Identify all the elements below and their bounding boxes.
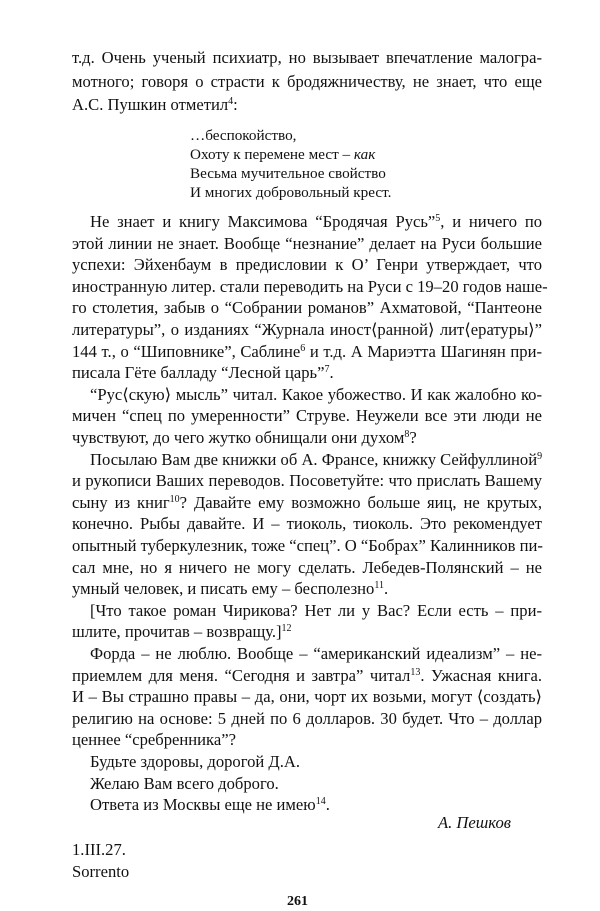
footnote-ref: 13 [410, 667, 421, 678]
poem-line: Охоту к перемене мест – как [190, 146, 376, 163]
text-line: опытный туберкулезник, тоже “спец”. О “Бобрах” Калинников пи- [72, 536, 543, 555]
footnote-ref: 4 [228, 96, 234, 107]
footnote-ref: 14 [315, 796, 326, 807]
footnote-ref: 10 [169, 494, 180, 505]
signature: А. Пешков [438, 813, 511, 832]
page-number: 261 [287, 894, 308, 909]
footnote-ref: 8 [404, 429, 410, 440]
footnote-ref: 5 [435, 213, 441, 224]
text-line: мотного; говоря о страсти к бродяжничеству, не знает, что еще [72, 72, 542, 91]
text-line: и рукописи Ваших переводов. Посоветуйте: что прислать Вашему [72, 471, 542, 490]
footnote-ref: 7 [324, 364, 330, 375]
footnote-ref: 6 [300, 343, 306, 354]
text-line: т.д. Очень ученый психиатр, но вызывает впечатление малогра- [72, 48, 542, 67]
text-line: иностранную литер. стали переводить на Руси с 19–20 годов наше- [72, 277, 548, 296]
text-line: литературы”, о изданиях “Журнала иност⟨ранной⟩ лит⟨ературы⟩” [72, 320, 542, 339]
text-line: Посылаю Вам две книжки об А. Франсе, книжку Сейфуллиной$^9$ [90, 450, 543, 469]
text-line: Не знает и книгу Максимова “Бродячая Русь”$^5$, и ничего по [90, 212, 542, 231]
text-line: писала Гёте балладу “Лесной царь”$^7$. [72, 363, 334, 382]
closing-line: Ответа из Москвы еще не имею$^{14}$. [90, 795, 330, 814]
text-line: этой линии не знает. Вообще “незнание” делает на Руси большие [72, 234, 542, 253]
text-line: умный человек, и писать ему – бесполезно$^{11}$. [72, 579, 389, 598]
footnote-ref: 9 [537, 451, 543, 462]
text-line: ценнее “сребренника”? [72, 730, 236, 749]
poem-line: …беспокойство, [190, 127, 297, 144]
closing-line: Будьте здоровы, дорогой Д.А. [90, 752, 301, 771]
text-line: шлите, прочитав – возвращу.]$^{12}$ [72, 622, 292, 641]
text-line: сал мне, но я ничего не могу сделать. Лебедев-Полянский – не [72, 558, 542, 577]
poem-line: И многих добровольный крест. [190, 184, 392, 201]
text-line: 144 т., о “Шиповнике”, Саблине$^6$ и т.д. А Мариэтта Шагинян при- [72, 342, 542, 361]
text-line: А.С. Пушкин отметил$^4$: [72, 95, 238, 114]
text-line: сыну из книг$^{10}$? Давайте ему возможно больше яиц, не крутых, [72, 493, 542, 512]
poem-line: Весьма мучительное свойство [190, 165, 386, 182]
footnote-ref: 11 [374, 580, 384, 591]
text-line: Форда – не люблю. Вообще – “американский идеализм” – не- [90, 644, 542, 663]
closing-line: Желаю Вам всего доброго. [90, 774, 279, 793]
text-line: “Рус⟨скую⟩ мысль” читал. Какое убожество. И как жалобно ко- [90, 385, 542, 404]
text-line: конечно. Рыбы давайте. И – тиоколь, тиоколь. Это рекомендует [72, 514, 542, 533]
letter-date: 1.III.27. [72, 840, 126, 859]
text-line: успехи: Эйхенбаум в предисловии к О’ Генри утверждает, что [72, 255, 542, 274]
text-line: приемлем для меня. “Сегодня и завтра” читал$^{13}$. Ужасная книга. [72, 666, 543, 685]
text-line: го столетия, забыв о “Собрании романов” Ахматовой, “Пантеоне [72, 298, 542, 317]
text-line: мичен “спец по умеренности” Струве. Неужели все эти люди не [72, 406, 542, 425]
text-line: чувствуют, до чего жутко обнищали они духом$^8$? [72, 428, 417, 447]
letter-place: Sorrento [72, 862, 130, 881]
text-line: И – Вы страшно правы – да, они, чорт их возьми, могут ⟨создать⟩ [72, 687, 542, 706]
footnote-ref: 12 [281, 623, 292, 634]
text-line: [Что такое роман Чирикова? Нет ли у Вас? Если есть – при- [90, 601, 542, 620]
text-line: религию на основе: 5 дней по 6 долларов. 30 будет. Что – доллар [72, 709, 542, 728]
